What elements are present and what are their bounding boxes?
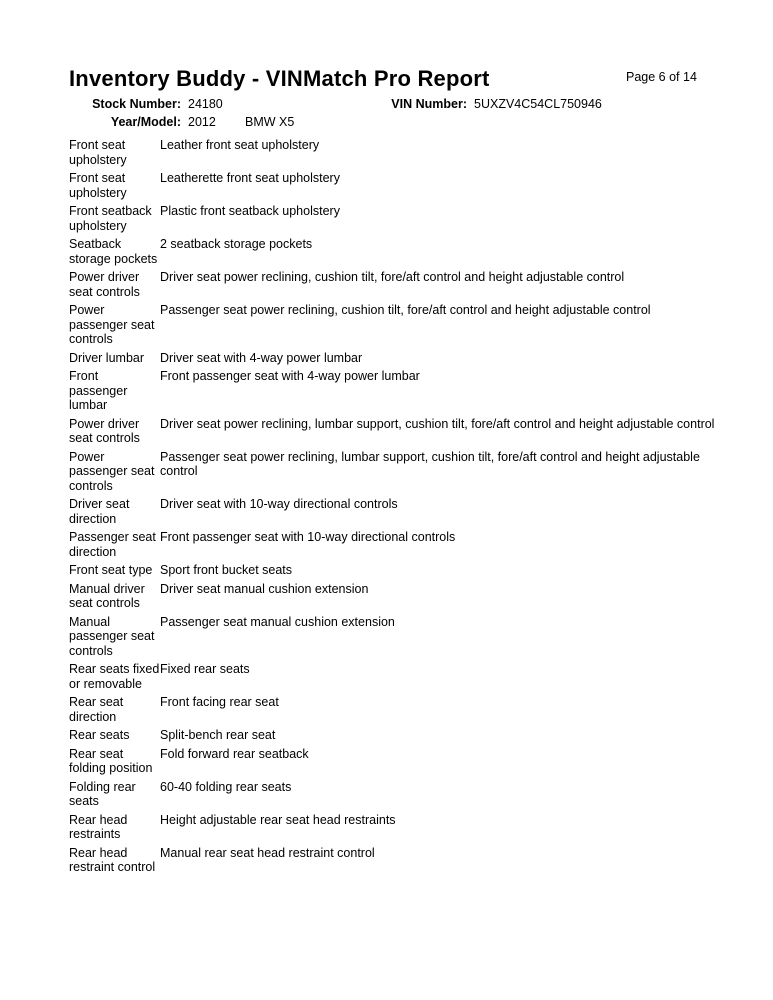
equipment-label: Driver seat direction (69, 497, 130, 526)
stock-number-value: 24180 (188, 97, 223, 111)
equipment-label: Front seatback upholstery (69, 204, 152, 233)
equipment-value: Driver seat manual cushion extension (160, 581, 369, 596)
equipment-label: Rear seats fixed or removable (69, 662, 160, 691)
equipment-value: Passenger seat power reclining, cushion tilt, fore/aft control and height adjustable control (160, 303, 651, 317)
equipment-value: Leather front seat upholstery (160, 138, 320, 152)
year-model-label: Year/Model: (110, 115, 181, 129)
equipment-value: 2 seatback storage pockets (160, 237, 313, 251)
equipment-value: Driver seat power reclining, cushion tilt, fore/aft control and height adjustable control (160, 270, 625, 284)
equipment-label: Rear seat folding position (69, 746, 153, 775)
equipment-label: Front seat type (69, 563, 153, 577)
equipment-row (69, 204, 729, 233)
equipment-row (69, 563, 729, 578)
equipment-label: Folding rear seats (69, 779, 136, 808)
equipment-label: Power driver seat controls (69, 416, 140, 445)
equipment-value: Front facing rear seat (160, 695, 279, 709)
equipment-row (69, 695, 729, 724)
equipment-row (69, 813, 729, 842)
equipment-row (69, 417, 729, 446)
equipment-label: Front seat upholstery (69, 171, 127, 200)
equipment-row (69, 747, 729, 776)
equipment-label: Power driver seat controls (69, 270, 140, 299)
equipment-row (69, 530, 729, 559)
equipment-label: Rear seats (69, 728, 130, 742)
equipment-label: Rear head restraints (69, 812, 128, 841)
equipment-row (69, 351, 729, 366)
equipment-list (69, 138, 729, 879)
equipment-value: Fixed rear seats (160, 662, 250, 676)
equipment-value: Front passenger seat with 4-way power lumbar (160, 369, 420, 383)
equipment-row (69, 450, 729, 494)
report-title: Inventory Buddy - VINMatch Pro Report (69, 66, 490, 91)
equipment-value: Driver seat with 4-way power lumbar (160, 350, 363, 365)
equipment-row (69, 662, 729, 691)
equipment-row (69, 303, 729, 347)
equipment-row (69, 171, 729, 200)
equipment-value: Passenger seat power reclining, lumbar support, cushion tilt, fore/aft control and height adjustable control (160, 449, 700, 478)
equipment-row (69, 237, 729, 266)
equipment-value: Sport front bucket seats (160, 563, 293, 577)
equipment-value: Split-bench rear seat (160, 728, 276, 742)
equipment-label: Rear seat direction (69, 695, 124, 724)
equipment-row (69, 138, 729, 167)
equipment-row (69, 582, 729, 611)
equipment-label: Manual driver seat controls (69, 581, 145, 610)
equipment-row (69, 270, 729, 299)
equipment-label: Front seat upholstery (69, 138, 127, 167)
vin-number-value: 5UXZV4C54CL750946 (474, 97, 602, 111)
equipment-label: Power passenger seat controls (69, 449, 155, 493)
page-number: Page 6 of 14 (626, 70, 697, 84)
equipment-label: Power passenger seat controls (69, 303, 155, 346)
equipment-value: Front passenger seat with 10-way directional controls (160, 530, 456, 544)
equipment-label: Seatback storage pockets (69, 237, 158, 266)
equipment-value: Height adjustable rear seat head restraints (160, 812, 396, 827)
equipment-value: Manual rear seat head restraint control (160, 845, 375, 860)
equipment-value: Plastic front seatback upholstery (160, 204, 340, 218)
equipment-row (69, 780, 729, 809)
equipment-row (69, 846, 729, 875)
equipment-row (69, 615, 729, 659)
equipment-row (69, 497, 729, 526)
equipment-label: Manual passenger seat controls (69, 614, 155, 658)
equipment-label: Passenger seat direction (69, 530, 156, 559)
vin-number-label: VIN Number: (391, 97, 467, 111)
equipment-value: Fold forward rear seatback (160, 746, 309, 761)
equipment-value: Leatherette front seat upholstery (160, 171, 340, 185)
equipment-label: Front passenger lumbar (69, 369, 128, 412)
stock-number-label: Stock Number: (92, 97, 181, 111)
equipment-value: Driver seat power reclining, lumbar support, cushion tilt, fore/aft control and height adjustable control (160, 416, 715, 431)
equipment-label: Rear head restraint control (69, 845, 156, 874)
equipment-value: Driver seat with 10-way directional controls (160, 497, 398, 511)
year-value: 2012 (188, 115, 216, 129)
equipment-value: 60-40 folding rear seats (160, 779, 292, 794)
equipment-label: Driver lumbar (69, 350, 145, 365)
equipment-row (69, 728, 729, 743)
equipment-value: Passenger seat manual cushion extension (160, 614, 395, 629)
model-value: BMW X5 (245, 115, 295, 129)
equipment-row (69, 369, 729, 413)
